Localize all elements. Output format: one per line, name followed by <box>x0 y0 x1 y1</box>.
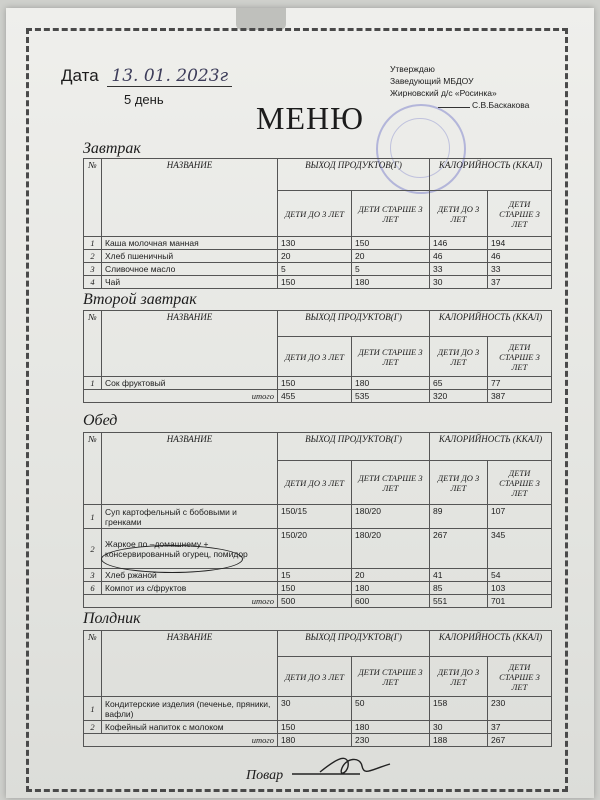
row-output-over3: 50 <box>352 697 430 721</box>
col-under3: ДЕТИ ДО 3 ЛЕТ <box>278 461 352 505</box>
row-output-under3: 150/15 <box>278 505 352 529</box>
row-output-under3: 20 <box>278 250 352 263</box>
row-cal-over3: 33 <box>488 263 552 276</box>
section-title-snack: Полдник <box>83 610 141 627</box>
row-cal-over3: 194 <box>488 237 552 250</box>
approval-signature-line <box>438 107 470 108</box>
row-name: Компот из с/фруктов <box>102 582 278 595</box>
col-cal-under3: ДЕТИ ДО 3 ЛЕТ <box>430 461 488 505</box>
total-label: итого <box>84 595 278 608</box>
approval-line-1: Утверждаю <box>390 64 435 74</box>
row-cal-under3: 146 <box>430 237 488 250</box>
row-num: 1 <box>84 237 102 250</box>
total-output-under3: 500 <box>278 595 352 608</box>
table-row <box>84 276 552 289</box>
approval-line-2: Заведующий МБДОУ <box>390 76 474 86</box>
row-num: 6 <box>84 582 102 595</box>
table-breakfast <box>83 158 552 289</box>
day-label: 5 день <box>124 92 164 107</box>
col-cal-over3: ДЕТИ СТАРШЕ 3 ЛЕТ <box>488 337 552 377</box>
row-cal-under3: 85 <box>430 582 488 595</box>
row-output-under3: 30 <box>278 697 352 721</box>
row-cal-over3: 345 <box>488 529 552 569</box>
col-over3: ДЕТИ СТАРШЕ 3 ЛЕТ <box>352 461 430 505</box>
row-num: 1 <box>84 505 102 529</box>
row-output-over3: 20 <box>352 569 430 582</box>
total-cal-over3: 701 <box>488 595 552 608</box>
menu-sheet <box>6 8 594 798</box>
row-name: Хлеб ржаной <box>102 569 278 582</box>
row-cal-over3: 77 <box>488 377 552 390</box>
row-name: Каша молочная манная <box>102 237 278 250</box>
row-output-over3: 150 <box>352 237 430 250</box>
row-num: 2 <box>84 529 102 569</box>
total-output-over3: 535 <box>352 390 430 403</box>
row-cal-under3: 158 <box>430 697 488 721</box>
col-under3: ДЕТИ ДО 3 ЛЕТ <box>278 191 352 237</box>
row-output-over3: 180/20 <box>352 505 430 529</box>
board-clip <box>236 8 286 30</box>
row-name: Сок фруктовый <box>102 377 278 390</box>
total-cal-under3: 320 <box>430 390 488 403</box>
total-cal-over3: 387 <box>488 390 552 403</box>
col-output: ВЫХОД ПРОДУКТОВ(Г) <box>278 433 430 461</box>
row-name: Суп картофельный с бобовыми и гренками <box>102 505 278 529</box>
col-name: НАЗВАНИЕ <box>102 159 278 237</box>
row-output-over3: 5 <box>352 263 430 276</box>
col-num: № <box>84 631 102 697</box>
total-row <box>84 734 552 747</box>
col-num: № <box>84 159 102 237</box>
col-calories: КАЛОРИЙНОСТЬ (ККАЛ) <box>430 159 552 191</box>
col-calories: КАЛОРИЙНОСТЬ (ККАЛ) <box>430 311 552 337</box>
col-name: НАЗВАНИЕ <box>102 311 278 377</box>
total-output-over3: 230 <box>352 734 430 747</box>
row-output-under3: 150/20 <box>278 529 352 569</box>
table-row <box>84 697 552 721</box>
row-output-over3: 180 <box>352 721 430 734</box>
col-cal-over3: ДЕТИ СТАРШЕ 3 ЛЕТ <box>488 191 552 237</box>
row-output-under3: 15 <box>278 569 352 582</box>
row-num: 2 <box>84 250 102 263</box>
row-cal-under3: 89 <box>430 505 488 529</box>
date-label: Дата <box>61 66 99 85</box>
row-output-under3: 5 <box>278 263 352 276</box>
col-under3: ДЕТИ ДО 3 ЛЕТ <box>278 657 352 697</box>
row-num: 4 <box>84 276 102 289</box>
col-cal-under3: ДЕТИ ДО 3 ЛЕТ <box>430 657 488 697</box>
cook-label: Повар <box>246 768 284 783</box>
cook-signature-row <box>246 766 283 784</box>
row-cal-over3: 107 <box>488 505 552 529</box>
col-output: ВЫХОД ПРОДУКТОВ(Г) <box>278 311 430 337</box>
row-output-under3: 130 <box>278 237 352 250</box>
col-cal-under3: ДЕТИ ДО 3 ЛЕТ <box>430 337 488 377</box>
table-row <box>84 250 552 263</box>
total-output-under3: 455 <box>278 390 352 403</box>
total-cal-under3: 188 <box>430 734 488 747</box>
row-name: Жаркое по –домашнему + консервированный огурец, помидор <box>102 529 278 569</box>
approval-line-4: С.В.Баскакова <box>472 100 530 110</box>
col-num: № <box>84 433 102 505</box>
date-row <box>61 66 232 86</box>
row-output-over3: 20 <box>352 250 430 263</box>
page-title: МЕНЮ <box>256 100 364 136</box>
col-name: НАЗВАНИЕ <box>102 631 278 697</box>
row-cal-under3: 33 <box>430 263 488 276</box>
col-over3: ДЕТИ СТАРШЕ 3 ЛЕТ <box>352 337 430 377</box>
row-cal-over3: 54 <box>488 569 552 582</box>
row-num: 1 <box>84 377 102 390</box>
total-output-under3: 180 <box>278 734 352 747</box>
table-second-breakfast <box>83 310 552 403</box>
table-row <box>84 721 552 734</box>
col-name: НАЗВАНИЕ <box>102 433 278 505</box>
total-cal-under3: 551 <box>430 595 488 608</box>
row-cal-over3: 103 <box>488 582 552 595</box>
row-cal-under3: 30 <box>430 276 488 289</box>
total-label: итого <box>84 390 278 403</box>
row-output-under3: 150 <box>278 276 352 289</box>
table-row <box>84 505 552 529</box>
section-title-second-breakfast: Второй завтрак <box>83 291 197 308</box>
table-row <box>84 263 552 276</box>
row-cal-under3: 46 <box>430 250 488 263</box>
row-output-over3: 180/20 <box>352 529 430 569</box>
row-cal-under3: 267 <box>430 529 488 569</box>
row-output-under3: 150 <box>278 377 352 390</box>
table-lunch <box>83 432 552 608</box>
date-value: 13. 01. 2023г <box>107 66 232 87</box>
col-calories: КАЛОРИЙНОСТЬ (ККАЛ) <box>430 631 552 657</box>
row-name: Кондитерские изделия (печенье, пряники, вафли) <box>102 697 278 721</box>
total-cal-over3: 267 <box>488 734 552 747</box>
row-cal-over3: 37 <box>488 721 552 734</box>
col-calories: КАЛОРИЙНОСТЬ (ККАЛ) <box>430 433 552 461</box>
col-over3: ДЕТИ СТАРШЕ 3 ЛЕТ <box>352 657 430 697</box>
col-output: ВЫХОД ПРОДУКТОВ(Г) <box>278 159 430 191</box>
row-name: Кофейный напиток с молоком <box>102 721 278 734</box>
row-num: 3 <box>84 263 102 276</box>
handwritten-circle-mark <box>101 545 243 573</box>
col-cal-under3: ДЕТИ ДО 3 ЛЕТ <box>430 191 488 237</box>
row-num: 2 <box>84 721 102 734</box>
col-num: № <box>84 311 102 377</box>
approval-line-3: Жирновский д/с «Росинка» <box>390 88 497 98</box>
row-cal-under3: 41 <box>430 569 488 582</box>
total-row <box>84 390 552 403</box>
total-output-over3: 600 <box>352 595 430 608</box>
row-name: Сливочное масло <box>102 263 278 276</box>
section-title-lunch: Обед <box>83 412 118 429</box>
row-num: 3 <box>84 569 102 582</box>
row-cal-under3: 65 <box>430 377 488 390</box>
col-cal-over3: ДЕТИ СТАРШЕ 3 ЛЕТ <box>488 461 552 505</box>
row-output-over3: 180 <box>352 377 430 390</box>
row-output-over3: 180 <box>352 582 430 595</box>
col-cal-over3: ДЕТИ СТАРШЕ 3 ЛЕТ <box>488 657 552 697</box>
row-output-under3: 150 <box>278 582 352 595</box>
section-title-breakfast: Завтрак <box>83 140 141 157</box>
row-cal-over3: 46 <box>488 250 552 263</box>
row-cal-under3: 30 <box>430 721 488 734</box>
col-under3: ДЕТИ ДО 3 ЛЕТ <box>278 337 352 377</box>
total-row <box>84 595 552 608</box>
row-cal-over3: 37 <box>488 276 552 289</box>
row-name: Чай <box>102 276 278 289</box>
col-over3: ДЕТИ СТАРШЕ 3 ЛЕТ <box>352 191 430 237</box>
row-num: 1 <box>84 697 102 721</box>
row-cal-over3: 230 <box>488 697 552 721</box>
table-snack <box>83 630 552 747</box>
table-row <box>84 237 552 250</box>
approval-block <box>390 63 529 111</box>
table-row <box>84 582 552 595</box>
total-label: итого <box>84 734 278 747</box>
table-row <box>84 377 552 390</box>
row-output-over3: 180 <box>352 276 430 289</box>
row-name: Хлеб пшеничный <box>102 250 278 263</box>
col-output: ВЫХОД ПРОДУКТОВ(Г) <box>278 631 430 657</box>
cook-signature <box>290 752 410 782</box>
row-output-under3: 150 <box>278 721 352 734</box>
